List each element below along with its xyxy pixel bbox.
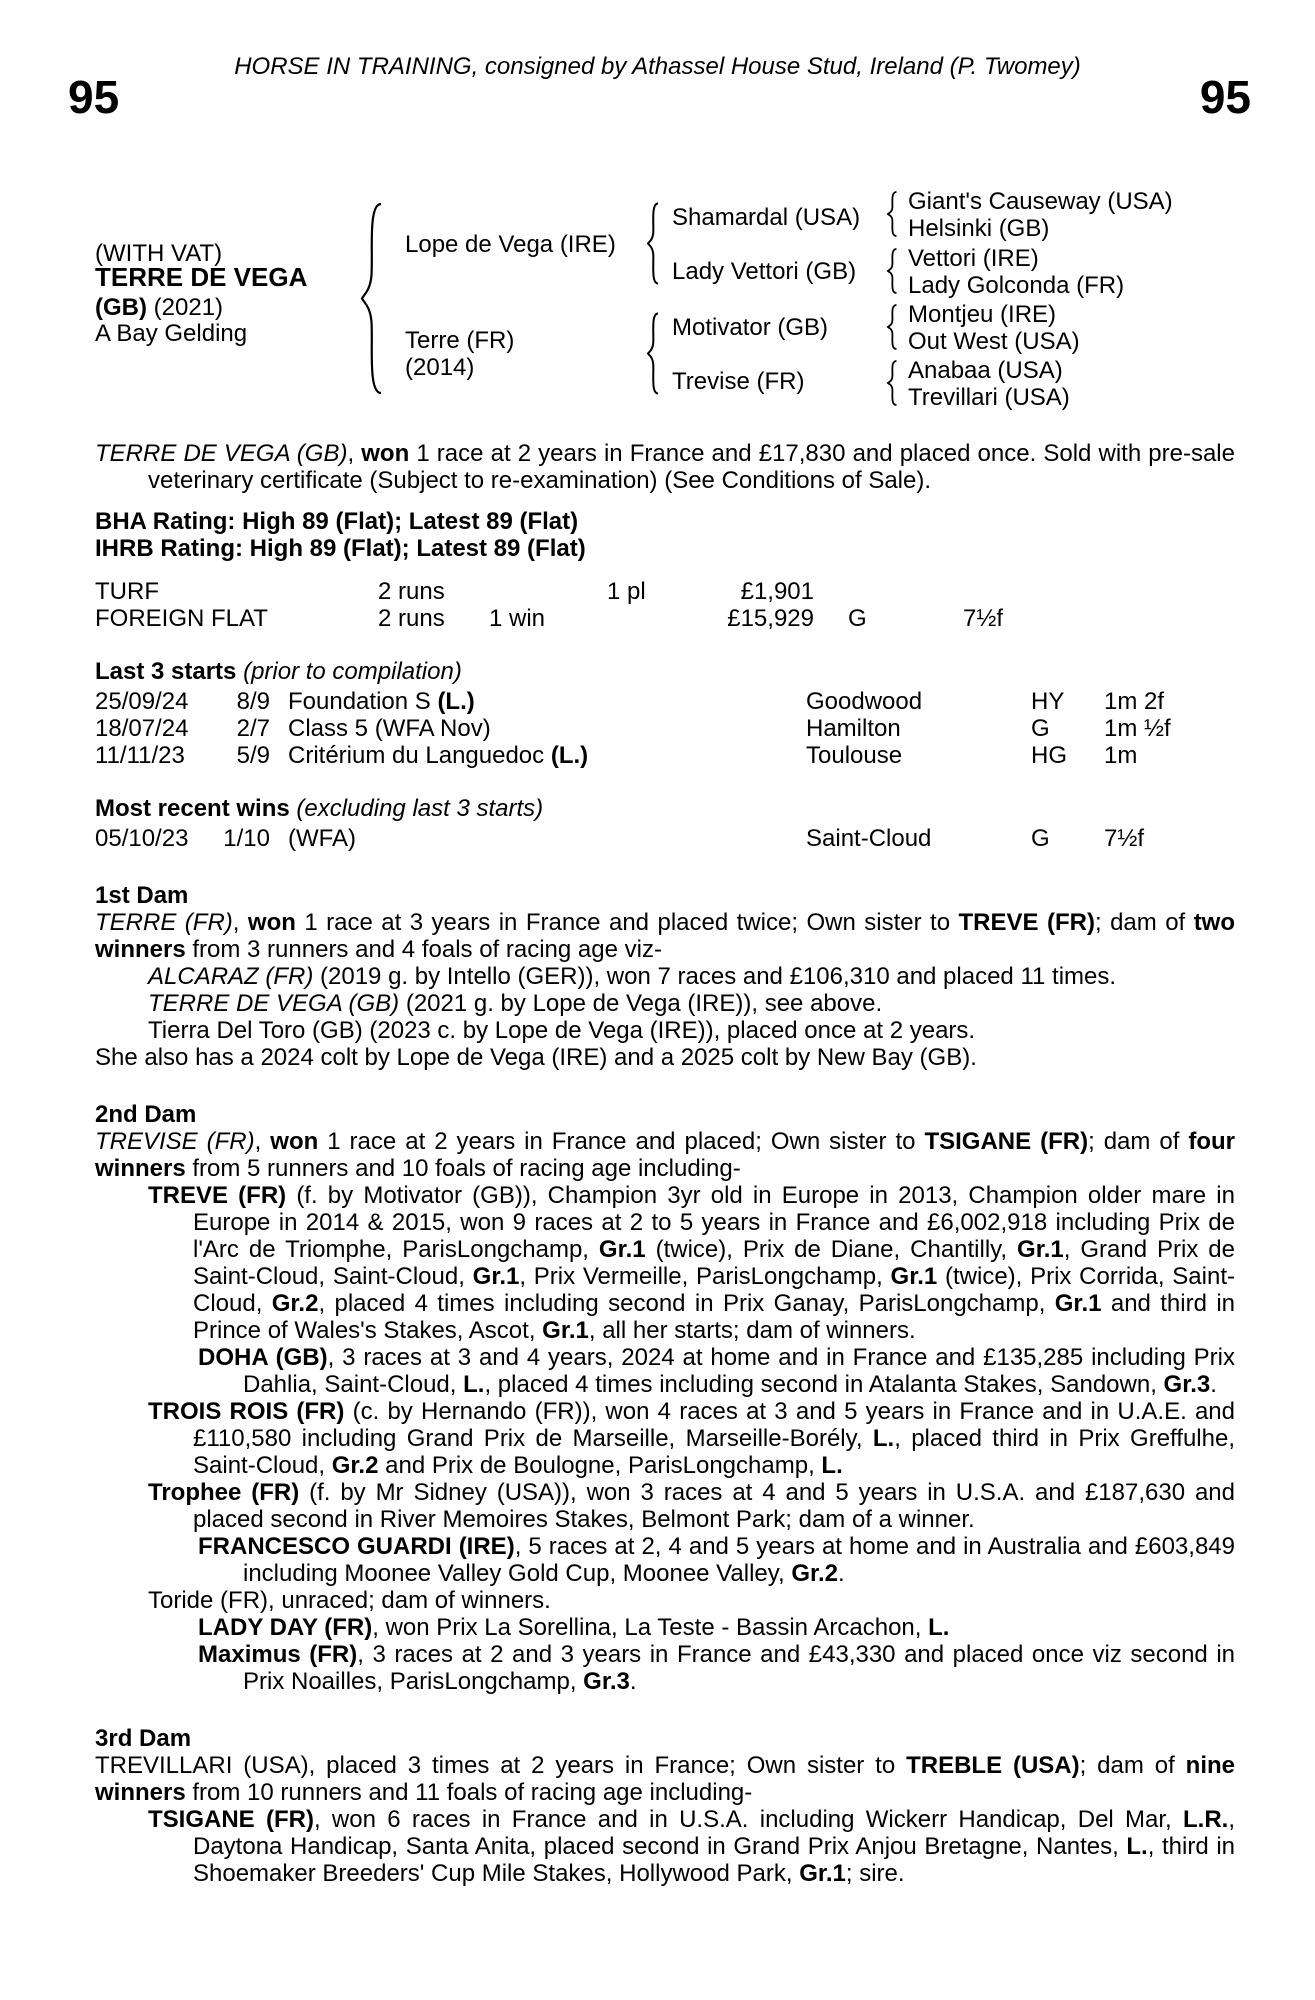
- pedigree-paragraph: Maximus (FR), 3 races at 2 and 3 years in France and £43,330 and placed once viz second in Prix Noailles, ParisLongchamp, Gr.3.: [198, 1641, 1235, 1695]
- pedigree-brace-icon: [885, 190, 899, 238]
- dam-name: Terre (FR): [405, 327, 515, 354]
- horse-year: (2021): [153, 294, 224, 321]
- pedigree-paragraph: TREVILLARI (USA), placed 3 times at 2 years in France; Own sister to TREBLE (USA); dam of nine winners from 10 runners and 11 foals of racing age including-: [95, 1752, 1235, 1806]
- pedigree-brace-icon: [885, 303, 899, 351]
- table-row: [0, 605, 1315, 632]
- pedigree-paragraph: DOHA (GB), 3 races at 3 and 4 years, 2024 at home and in France and £135,285 including Prix Dahlia, Saint-Cloud, L., placed 4 times including second in Atalanta Stakes, Sandown, Gr.3.: [198, 1344, 1235, 1398]
- cell-course: Saint-Cloud: [806, 825, 932, 852]
- gen4-name: Vettori (IRE): [908, 245, 1039, 272]
- cell-race: (WFA): [288, 825, 356, 852]
- pedigree-paragraph: FRANCESCO GUARDI (IRE), 5 races at 2, 4 and 5 years at home and in Australia and £603,849 including Moonee Valley Gold Cup, Moonee Valley, Gr.2.: [198, 1533, 1235, 1587]
- dam-sections: [95, 882, 1235, 1887]
- recent-wins-heading: Most recent wins (excluding last 3 starts): [95, 795, 544, 822]
- dam-dam: Trevise (FR): [672, 368, 805, 395]
- consignor-header: HORSE IN TRAINING, consigned by Athassel House Stud, Ireland (P. Twomey): [234, 53, 1081, 80]
- ihrb-rating: IHRB Rating: High 89 (Flat); Latest 89 (Flat): [95, 535, 586, 562]
- sire-sire: Shamardal (USA): [672, 204, 861, 231]
- cell-date: 18/07/24: [95, 715, 189, 742]
- cell-date: 11/11/23: [95, 742, 185, 769]
- cell-earnings: £15,929: [727, 605, 814, 632]
- dam-section-heading: 1st Dam: [95, 882, 189, 909]
- horse-suffix-year: [95, 294, 223, 321]
- gen4-name: Montjeu (IRE): [908, 301, 1057, 328]
- cell-wins: 1 win: [489, 605, 546, 632]
- cell-distance: 7½f: [1104, 825, 1145, 852]
- sire-dam: Lady Vettori (GB): [672, 258, 857, 285]
- pedigree-brace-icon: [885, 247, 899, 295]
- gen4-name: Out West (USA): [908, 328, 1080, 355]
- cell-going: G: [1031, 715, 1050, 742]
- cell-category: FOREIGN FLAT: [95, 605, 268, 632]
- cell-pos: 8/9: [236, 688, 270, 715]
- gen4-name: Helsinki (GB): [908, 215, 1050, 242]
- cell-pos: 1/10: [223, 825, 270, 852]
- race-summary: TERRE DE VEGA (GB), won 1 race at 2 years in France and £17,830 and placed once. Sold with pre-sale veterinary certificate (Subject to re-examination) (See Conditions of Sale).: [95, 440, 1235, 494]
- lot-number-right: 95: [1199, 71, 1251, 123]
- cell-race: Critérium du Languedoc (L.): [288, 742, 589, 769]
- dam-sire: Motivator (GB): [672, 314, 829, 341]
- pedigree-brace-icon: [645, 311, 661, 396]
- pedigree-paragraph: Toride (FR), unraced; dam of winners.: [148, 1587, 551, 1614]
- last-3-starts-table: [0, 688, 1315, 769]
- cell-date: 25/09/24: [95, 688, 189, 715]
- horse-suffix: (GB): [95, 294, 147, 321]
- cell-distance: 1m 2f: [1104, 688, 1165, 715]
- dam-year: (2014): [405, 354, 475, 381]
- cell-going: HG: [1031, 742, 1067, 769]
- race-statistics-table: [0, 578, 1315, 632]
- pedigree-brace-icon: [645, 201, 661, 286]
- pedigree-paragraph: TREVISE (FR), won 1 race at 2 years in France and placed; Own sister to TSIGANE (FR); dam of four winners from 5 runners and 10 foals of racing age including-: [95, 1128, 1236, 1182]
- table-row: [0, 688, 1315, 715]
- cell-category: TURF: [95, 578, 159, 605]
- gen4-name: Lady Golconda (FR): [908, 272, 1125, 299]
- horse-name: TERRE DE VEGA: [95, 262, 308, 292]
- horse-description: A Bay Gelding: [95, 320, 248, 347]
- pedigree-brace-icon: [885, 359, 899, 407]
- cell-places: 1 pl: [607, 578, 646, 605]
- cell-race: Class 5 (WFA Nov): [288, 715, 491, 742]
- pedigree-paragraph: She also has a 2024 colt by Lope de Vega (IRE) and a 2025 colt by New Bay (GB).: [95, 1044, 977, 1071]
- pedigree-paragraph: Trophee (FR) (f. by Mr Sidney (USA)), won 3 races at 4 and 5 years in U.S.A. and £187,630 and placed second in River Memoires Stakes, Belmont Park; dam of a winner.: [148, 1479, 1235, 1533]
- gen4-name: Anabaa (USA): [908, 357, 1063, 384]
- cell-going: G: [1031, 825, 1050, 852]
- gen4-name: Giant's Causeway (USA): [908, 188, 1173, 215]
- vat-note: (WITH VAT): [95, 240, 223, 267]
- cell-course: Goodwood: [806, 688, 923, 715]
- cell-course: Toulouse: [806, 742, 903, 769]
- sire-name: Lope de Vega (IRE): [405, 231, 616, 258]
- pedigree-paragraph: TROIS ROIS (FR) (c. by Hernando (FR)), won 4 races at 3 and 5 years in France and in U.A.E. and £110,580 including Grand Prix de Marseille, Marseille-Borély, L., placed third in Prix Greffulhe, Saint-Cloud, Gr.2 and Prix de Boulogne, ParisLongchamp, L.: [148, 1398, 1235, 1479]
- gen4-name: Trevillari (USA): [908, 384, 1070, 411]
- pedigree-diagram: [0, 0, 1315, 440]
- recent-wins-table: [0, 825, 1315, 852]
- cell-runs: 2 runs: [378, 578, 445, 605]
- bha-rating: BHA Rating: High 89 (Flat); Latest 89 (Flat): [95, 508, 579, 535]
- cell-pos: 2/7: [236, 715, 270, 742]
- pedigree-paragraph: TREVE (FR) (f. by Motivator (GB)), Champion 3yr old in Europe in 2013, Champion older mare in Europe in 2014 & 2015, won 9 races at 2 to 5 years in France and £6,002,918 including Prix de l'Arc de Triomphe, ParisLongchamp, Gr.1 (twice), Prix de Diane, Chantilly, Gr.1, Grand Prix de Saint-Cloud, Saint-Cloud, Gr.1, Prix Vermeille, ParisLongchamp, Gr.1 (twice), Prix Corrida, Saint-Cloud, Gr.2, placed 4 times including second in Prix Ganay, ParisLongchamp, Gr.1 and third in Prince of Wales's Stakes, Ascot, Gr.1, all her starts; dam of winners.: [148, 1182, 1236, 1344]
- cell-going: HY: [1031, 688, 1065, 715]
- pedigree-paragraph: TERRE (FR), won 1 race at 3 years in France and placed twice; Own sister to TREVE (FR); dam of two winners from 3 runners and 4 foals of racing age viz-: [95, 909, 1236, 963]
- table-row: [0, 825, 1315, 852]
- cell-distance: 1m ½f: [1104, 715, 1171, 742]
- cell-date: 05/10/23: [95, 825, 189, 852]
- table-row: [0, 578, 1315, 605]
- pedigree-brace-icon: [358, 201, 384, 396]
- cell-course: Hamilton: [806, 715, 901, 742]
- pedigree-paragraph: ALCARAZ (FR) (2019 g. by Intello (GER)), won 7 races and £106,310 and placed 11 times.: [148, 963, 1117, 990]
- pedigree-paragraph: TERRE DE VEGA (GB) (2021 g. by Lope de Vega (IRE)), see above.: [148, 990, 883, 1017]
- cell-distance: 1m: [1104, 742, 1138, 769]
- cell-runs: 2 runs: [378, 605, 445, 632]
- dam-section-heading: 2nd Dam: [95, 1101, 197, 1128]
- ratings-block: [95, 508, 1235, 562]
- catalogue-body: [0, 440, 1315, 1887]
- pedigree-paragraph: TSIGANE (FR), won 6 races in France and in U.S.A. including Wickerr Handicap, Del Mar, L.R., Daytona Handicap, Santa Anita, placed second in Grand Prix Anjou Bretagne, Nantes, L., third in Shoemaker Breeders' Cup Mile Stakes, Hollywood Park, Gr.1; sire.: [148, 1806, 1236, 1887]
- table-row: [0, 742, 1315, 769]
- pedigree-paragraph: Tierra Del Toro (GB) (2023 c. by Lope de Vega (IRE)), placed once at 2 years.: [148, 1017, 976, 1044]
- last-3-starts-heading: Last 3 starts (prior to compilation): [95, 658, 462, 685]
- cell-distance: 7½f: [963, 605, 1004, 632]
- lot-number-left: 95: [68, 71, 120, 123]
- dam-section-heading: 3rd Dam: [95, 1725, 192, 1752]
- cell-race: Foundation S (L.): [288, 688, 475, 715]
- cell-going: G: [848, 605, 867, 632]
- table-row: [0, 715, 1315, 742]
- cell-pos: 5/9: [236, 742, 270, 769]
- pedigree-paragraph: LADY DAY (FR), won Prix La Sorellina, La Teste - Bassin Arcachon, L.: [198, 1614, 950, 1641]
- cell-earnings: £1,901: [740, 578, 814, 605]
